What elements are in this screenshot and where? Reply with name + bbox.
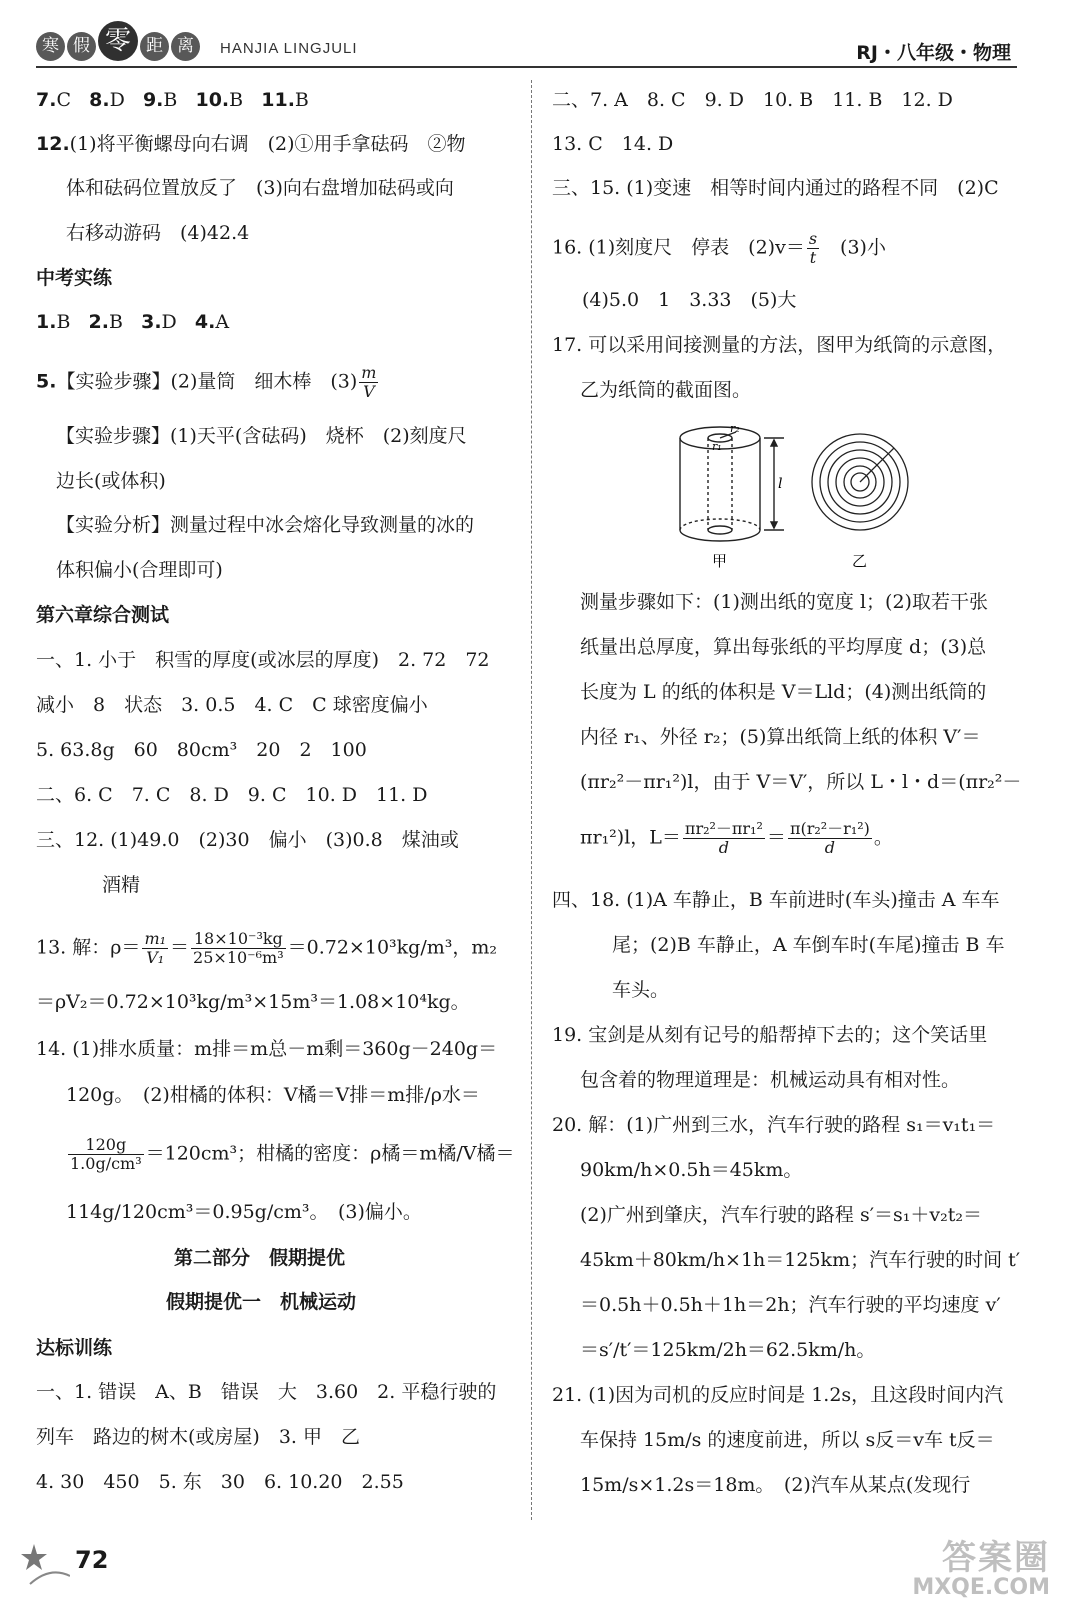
title-char: 假 — [67, 32, 96, 61]
answer-line: 包含着的物理道理是：机械运动具有相对性。 — [580, 1069, 961, 1091]
answer-line: 乙为纸筒的截面图。 — [580, 379, 752, 401]
answer-line: 四、18. (1)A 车静止，B 车前进时(车头)撞击 A 车车 — [552, 889, 1000, 911]
answer-line: πr₁²)l，L＝ $\frac{\text{πr₂²－πr₁²}}{d}$ ＝ $\frac{\text{π(r₂²－r₁²)}}{d}$ 。 — [580, 819, 893, 857]
answer-line: 纸量出总厚度，算出每张纸的平均厚度 d；(3)总 — [580, 636, 987, 658]
answer-line: 90km/h×0.5h＝45km。 — [580, 1159, 803, 1181]
title-char: 寒 — [36, 32, 65, 61]
answer-line: 二、6. C 7. C 8. D 9. C 10. D 11. D — [36, 784, 428, 806]
answer-line: 12.(1)将平衡螺母向右调 (2)①用手拿砝码 ②物 — [36, 133, 466, 155]
section-heading: 达标训练 — [36, 1337, 113, 1359]
answer-line: 车头。 — [612, 979, 670, 1001]
answer-line: 三、15. (1)变速 相等时间内通过的路程不同 (2)C — [552, 177, 999, 199]
fraction: $\frac{\text{πr₂²－πr₁²}}{d}$ — [684, 819, 763, 857]
figure-label-a: 甲 — [712, 552, 728, 570]
answer-line: 列车 路边的树木(或房屋) 3. 甲 乙 — [36, 1426, 360, 1448]
answer-line: ＝0.5h＋0.5h＋1h＝2h；汽车行驶的平均速度 v′ — [580, 1294, 1001, 1316]
answer-line: 5.【实验步骤】(2)量筒 细木棒 (3) $\frac{m}{V}$ — [36, 363, 377, 401]
answer-line: 19. 宝剑是从刻有记号的船帮掉下去的；这个笑话里 — [552, 1024, 988, 1046]
r1-label: r₁ — [712, 440, 722, 453]
page-header — [0, 0, 1077, 80]
answer-line: ＝ρV₂＝0.72×10³kg/m³×15m³＝1.08×10⁴kg。 — [36, 991, 470, 1013]
title-char: 零 — [98, 21, 138, 61]
answer-line: 减小 8 状态 3. 0.5 4. C C 球密度偏小 — [36, 694, 428, 716]
answer-line: 体积偏小(合理即可) — [56, 559, 223, 581]
page-number: 72 — [75, 1546, 109, 1574]
answer-line: $\frac{120g}{\text{1.0g/cm³}}$ ＝120cm³；柑橘的密度：ρ橘＝m橘/V橘＝ — [70, 1135, 515, 1173]
book-title-pinyin: HANJIA LINGJULI — [220, 40, 358, 57]
answer-line: 14. (1)排水质量：m排＝m总－m剩＝360g－240g＝ — [36, 1038, 498, 1060]
answer-line: 尾；(2)B 车静止，A 车倒车时(车尾)撞击 B 车 — [612, 934, 1005, 956]
answer-line: (4)5.0 1 3.33 (5)大 — [582, 289, 797, 311]
answer-line: 酒精 — [102, 874, 141, 896]
answer-line: 20. 解：(1)广州到三水，汽车行驶的路程 s₁＝v₁t₁＝ — [552, 1114, 996, 1136]
answer-line: (2)广州到肇庆，汽车行驶的路程 s′＝s₁＋v₂t₂＝ — [580, 1204, 982, 1226]
answer-line: 13. 解：ρ＝ $\frac{\text{m₁}}{\text{V₁}}$ ＝ $\frac{\text{18×10⁻³kg}}{\text{25×10⁻⁶m³}}$ ＝0.72×10³kg/m³，m₂ — [36, 929, 497, 967]
answer-line: 测量步骤如下：(1)测出纸的宽度 l；(2)取若干张 — [580, 591, 988, 613]
paper-roll-diagram — [672, 420, 1032, 580]
chapter-heading: 假期提优一 机械运动 — [166, 1291, 357, 1313]
length-label: l — [778, 476, 783, 492]
answer-line: 4. 30 450 5. 东 30 6. 10.20 2.55 — [36, 1471, 404, 1493]
answer-line: 右移动游码 (4)42.4 — [66, 222, 250, 244]
grade-subject: RJ・八年级・物理 — [856, 42, 1011, 64]
answer-line: 一、1. 小于 积雪的厚度(或冰层的厚度) 2. 72 72 — [36, 649, 490, 671]
answer-line: (πr₂²－πr₁²)l，由于 V＝V′，所以 L・l・d＝(πr₂²－ — [580, 771, 1022, 793]
book-title-logo — [36, 25, 200, 61]
answer-line: 7.C 8.D 9.B 10.B 11.B — [36, 89, 309, 111]
answer-line: 45km＋80km/h×1h＝125km；汽车行驶的时间 t′ — [580, 1249, 1021, 1271]
fraction: $\frac{s}{t}$ — [808, 229, 818, 267]
r2-label: r₂ — [730, 422, 740, 435]
answer-line: 内径 r₁、外径 r₂；(5)算出纸筒上纸的体积 V′＝ — [580, 726, 981, 748]
title-char: 距 — [140, 32, 169, 61]
section-heading: 中考实练 — [36, 267, 113, 289]
figure-label-b: 乙 — [852, 552, 868, 570]
paper-roll-figure — [672, 420, 1032, 580]
answer-line: 5. 63.8g 60 80cm³ 20 2 100 — [36, 739, 367, 761]
fraction: $\frac{\text{18×10⁻³kg}}{\text{25×10⁻⁶m³}}$ — [193, 929, 284, 967]
answer-line: 长度为 L 的纸的体积是 V＝Lld；(4)测出纸筒的 — [580, 681, 987, 703]
answer-line: 16. (1)刻度尺 停表 (2)v＝ $\frac{s}{t}$ (3)小 — [552, 229, 886, 267]
answer-line: 边长(或体积) — [56, 470, 166, 492]
fraction: $\frac{m}{V}$ — [361, 363, 377, 401]
fraction: $\frac{\text{m₁}}{\text{V₁}}$ — [144, 929, 167, 967]
answer-line: 21. (1)因为司机的反应时间是 1.2s，且这段时间内汽 — [552, 1384, 1004, 1406]
header-rule — [36, 66, 1017, 68]
answer-line: 120g。 (2)柑橘的体积：V橘＝V排＝m排/ρ水＝ — [66, 1084, 480, 1106]
answer-line: 体和砝码位置放反了 (3)向右盘增加砝码或向 — [66, 177, 454, 199]
section-heading: 第六章综合测试 — [36, 604, 170, 626]
answer-line: 【实验步骤】(1)天平(含砝码) 烧杯 (2)刻度尺 — [56, 425, 467, 447]
answer-line: 【实验分析】测量过程中冰会熔化导致测量的冰的 — [56, 514, 475, 536]
answer-line: 1.B 2.B 3.D 4.A — [36, 311, 230, 333]
part-heading: 第二部分 假期提优 — [174, 1247, 346, 1269]
page-footer — [20, 1530, 1070, 1600]
answer-line: 17. 可以采用间接测量的方法，图甲为纸筒的示意图， — [552, 334, 1007, 356]
column-divider — [531, 80, 532, 1520]
answer-line: 二、7. A 8. C 9. D 10. B 11. B 12. D — [552, 89, 953, 111]
answer-line: 车保持 15m/s 的速度前进，所以 s反＝v车 t反＝ — [580, 1429, 995, 1451]
answer-line: ＝s′/t′＝125km/2h＝62.5km/h。 — [580, 1339, 876, 1361]
answer-line: 13. C 14. D — [552, 133, 674, 155]
fraction: $\frac{120g}{\text{1.0g/cm³}}$ — [70, 1135, 142, 1173]
answer-line: 三、12. (1)49.0 (2)30 偏小 (3)0.8 煤油或 — [36, 829, 459, 851]
answer-line: 15m/s×1.2s＝18m。 (2)汽车从某点(发现行 — [580, 1474, 971, 1496]
answer-line: 114g/120cm³＝0.95g/cm³。 (3)偏小。 — [66, 1201, 422, 1223]
answer-line: 一、1. 错误 A、B 错误 大 3.60 2. 平稳行驶的 — [36, 1381, 497, 1403]
title-char: 离 — [171, 32, 200, 61]
watermark: 答案圈 MXQE.COM — [912, 1538, 1050, 1600]
star-decoration-icon — [20, 1536, 70, 1586]
fraction: $\frac{\text{π(r₂²－r₁²)}}{d}$ — [789, 819, 870, 857]
